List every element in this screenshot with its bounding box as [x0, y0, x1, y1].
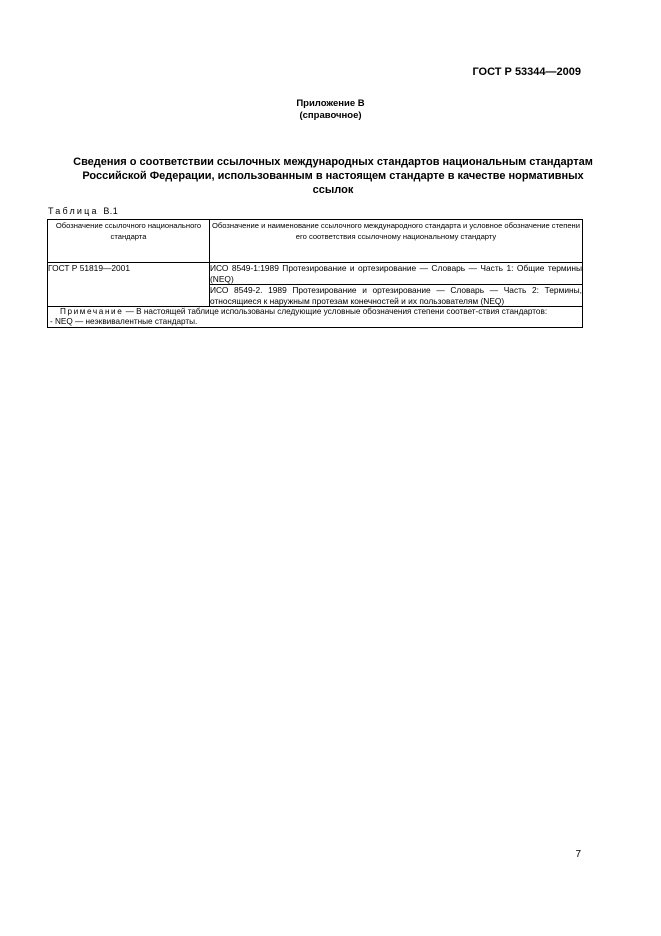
header-international-standard: Обозначение и наименование ссылочного международного стандарта и условное обозначение степени его соответствия ссылочному национальному стандарту	[210, 220, 583, 263]
header-national-standard: Обозначение ссылочного национального стандарта	[48, 220, 210, 263]
note-list-item: - NEQ — неэквивалентные стандарты.	[50, 317, 198, 326]
annex-heading	[0, 98, 661, 122]
international-standard-cell: ИСО 8549-1:1989 Протезирование и ортезирование — Словарь — Часть 1: Общие термины (NEQ)	[210, 263, 582, 284]
table-note-cell	[48, 307, 583, 328]
table-note-row	[48, 307, 583, 328]
reference-standards-table	[47, 219, 583, 328]
annex-title: Приложение В	[296, 98, 365, 109]
main-title-line-2: Российской Федерации, использованным в настоящем стандарте в качестве нормативных	[82, 170, 584, 182]
note-body: — В настоящей таблице использованы следующие условные обозначения степени соответ-ствия стандартов:	[123, 307, 548, 316]
note-text	[48, 307, 582, 317]
document-designation: ГОСТ Р 53344—2009	[472, 66, 581, 78]
international-standard-cell: ИСО 8549-2. 1989 Протезирование и ортезирование — Словарь — Часть 2: Термины, относящиеся к наружным протезам конечностей и их пользователям (NEQ)	[210, 285, 582, 306]
table-row	[48, 263, 583, 285]
table-header-row	[48, 220, 583, 263]
annex-subtitle: (справочное)	[299, 110, 362, 121]
note-label: Примечание	[60, 307, 124, 316]
main-title-line-1: Сведения о соответствии ссылочных международных стандартов национальным стандартам	[73, 156, 593, 168]
page-number: 7	[575, 849, 581, 860]
table-caption-number: В.1	[103, 206, 119, 216]
main-title-line-3: ссылок	[312, 184, 354, 196]
annex-main-title	[48, 155, 618, 197]
table-caption-label: Таблица	[48, 206, 99, 216]
table-caption	[48, 206, 118, 216]
national-standard-cell: ГОСТ Р 51819—2001	[48, 263, 210, 307]
